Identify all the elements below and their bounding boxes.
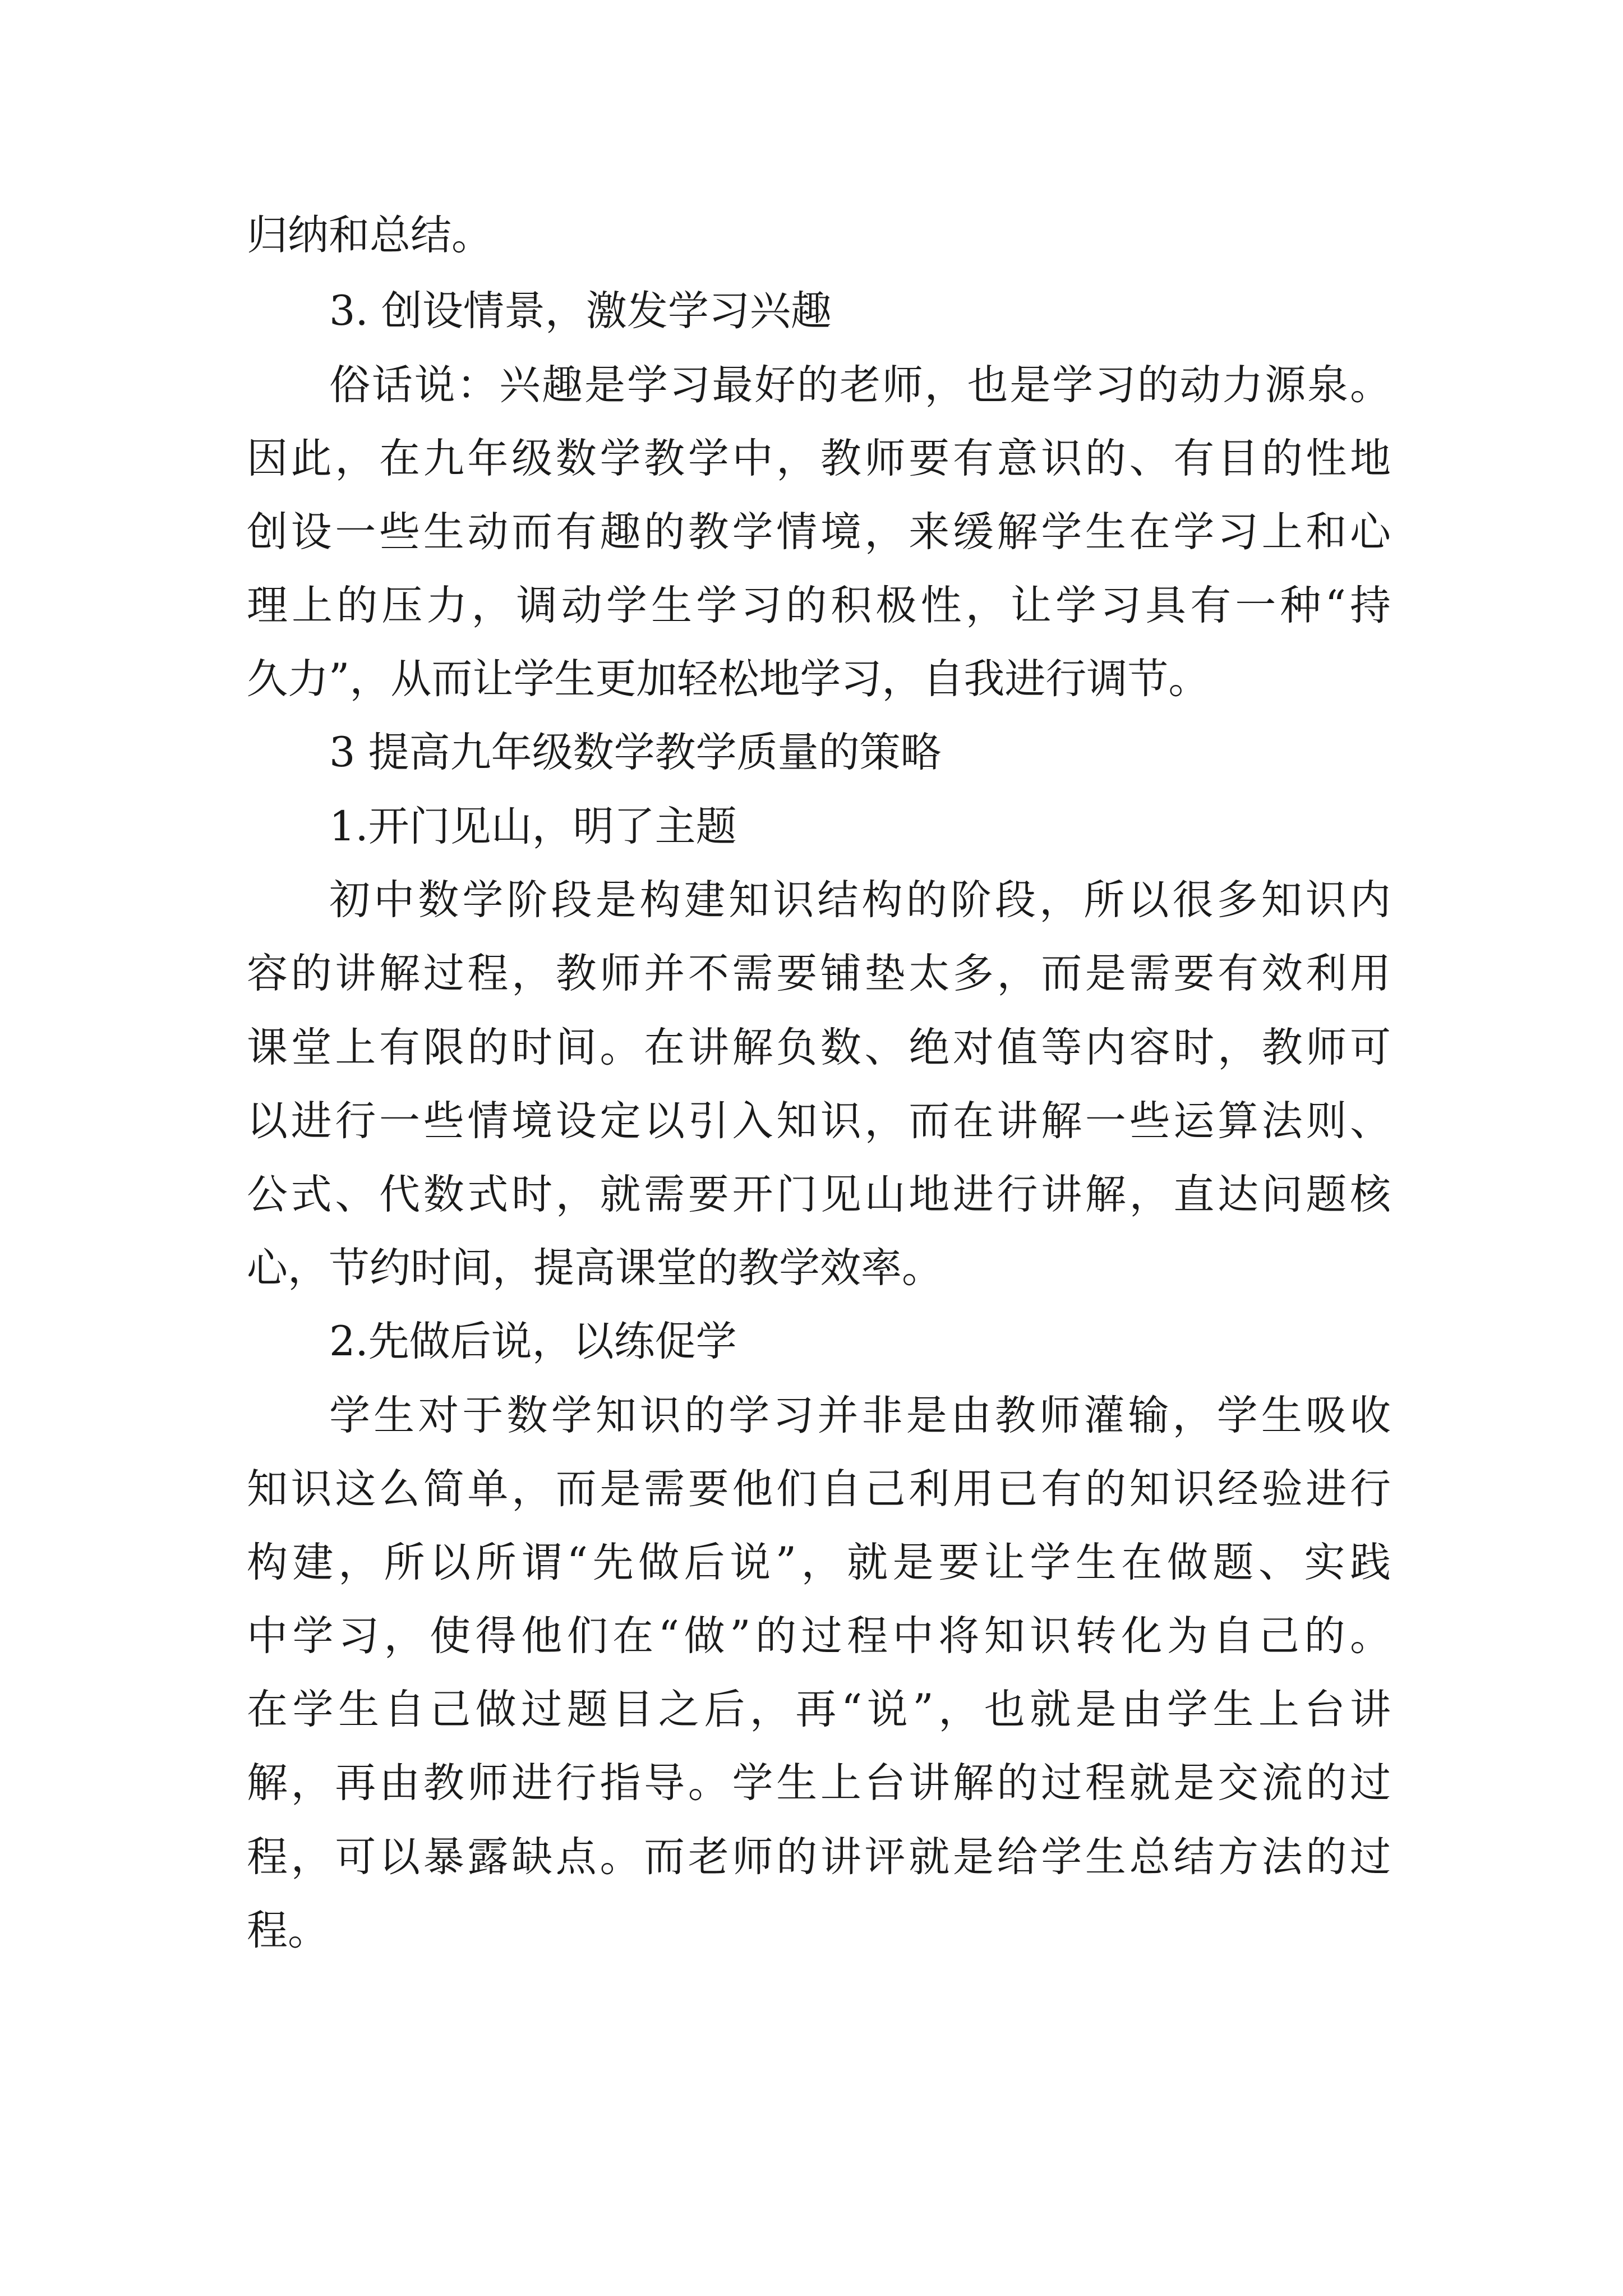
section-heading-3-create-scenario: 3. 创设情景，激发学习兴趣 bbox=[329, 287, 832, 335]
paragraph-line-19: 构建，所以所谓“先做后说”，就是要让学生在做题、实践 bbox=[247, 1539, 1391, 1586]
paragraph-line-6: 理上的压力，调动学生学习的积极性，让学习具有一种“持 bbox=[247, 582, 1391, 629]
subheading-2-practice: 2.先做后说，以练促学 bbox=[329, 1318, 737, 1365]
paragraph-line-24: 程。 bbox=[247, 1907, 329, 1954]
subheading-1-direct: 1.开门见山，明了主题 bbox=[329, 803, 737, 850]
paragraph-line-7: 久力”，从而让学生更加轻松地学习，自我进行调节。 bbox=[247, 655, 1210, 703]
paragraph-line-20: 中学习，使得他们在“做”的过程中将知识转化为自己的。 bbox=[247, 1612, 1391, 1660]
paragraph-line-4: 因此，在九年级数学教学中，教师要有意识的、有目的性地 bbox=[247, 435, 1391, 482]
paragraph-line-1: 归纳和总结。 bbox=[247, 211, 492, 259]
section-heading-3-strategies: 3 提高九年级数学教学质量的策略 bbox=[329, 729, 942, 776]
paragraph-line-13: 以进行一些情境设定以引入知识，而在讲解一些运算法则、 bbox=[247, 1097, 1391, 1145]
paragraph-line-23: 程，可以暴露缺点。而老师的讲评就是给学生总结方法的过 bbox=[247, 1833, 1391, 1881]
paragraph-line-17: 学生对于数学知识的学习并非是由教师灌输，学生吸收 bbox=[329, 1392, 1391, 1439]
paragraph-line-18: 知识这么简单，而是需要他们自己利用已有的知识经验进行 bbox=[247, 1465, 1391, 1513]
paragraph-line-15: 心，节约时间，提高课堂的教学效率。 bbox=[247, 1244, 943, 1292]
paragraph-line-3: 俗话说：兴趣是学习最好的老师，也是学习的动力源泉。 bbox=[329, 361, 1391, 409]
paragraph-line-22: 解，再由教师进行指导。学生上台讲解的过程就是交流的过 bbox=[247, 1759, 1391, 1807]
paragraph-line-10: 初中数学阶段是构建知识结构的阶段，所以很多知识内 bbox=[329, 876, 1391, 924]
paragraph-line-12: 课堂上有限的时间。在讲解负数、绝对值等内容时，教师可 bbox=[247, 1024, 1391, 1071]
paragraph-line-5: 创设一些生动而有趣的教学情境，来缓解学生在学习上和心 bbox=[247, 508, 1391, 556]
paragraph-line-11: 容的讲解过程，教师并不需要铺垫太多，而是需要有效利用 bbox=[247, 950, 1391, 997]
paragraph-line-21: 在学生自己做过题目之后，再“说”，也就是由学生上台讲 bbox=[247, 1686, 1391, 1733]
paragraph-line-14: 公式、代数式时，就需要开门见山地进行讲解，直达问题核 bbox=[247, 1171, 1391, 1218]
